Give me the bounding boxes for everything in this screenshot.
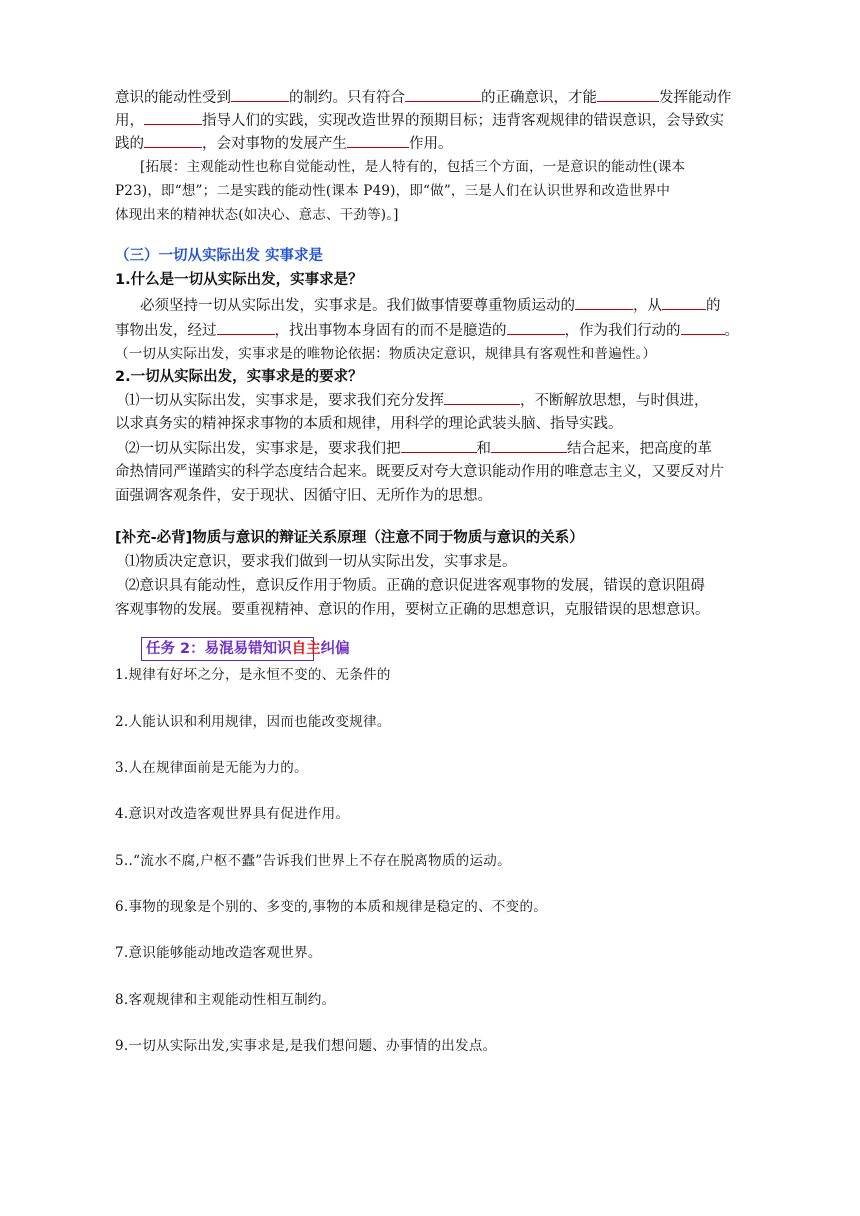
paragraph-line [125, 390, 757, 411]
list-item: 4.意识对改造客观世界具有促进作用。 [115, 806, 350, 822]
paragraph-line: ⑵意识具有能动性，意识反作用于物质。正确的意识促进客观事物的发展，错误的意识阻碍 [125, 578, 705, 594]
paragraph-line: 命热情同严谨踏实的科学态度结合起来。既要反对夸大意识能动作用的唯意志主义，又要反对片 [115, 464, 724, 480]
text: 践的 [115, 136, 144, 152]
list-item: 7.意识能够能动地改造客观世界。 [115, 945, 322, 961]
fill-blank[interactable] [575, 295, 633, 310]
paragraph-line: 客观事物的发展。要重视精神、意识的作用，要树立正确的思想意识，克服错误的思想意识。 [115, 602, 710, 618]
question-heading: 1.什么是一切从实际出发，实事求是？ [115, 272, 363, 288]
paragraph-line [140, 295, 772, 316]
text: 的正确意识，才能 [481, 90, 597, 106]
fill-blank[interactable] [144, 133, 202, 148]
paragraph-line: 面强调客观条件，安于现状、因循守旧、无所作为的思想。 [115, 488, 492, 504]
extension-note-line: 体现出来的精神状态(如决心、意志、干劲等)。] [115, 207, 399, 223]
fill-blank[interactable] [405, 87, 481, 102]
task-title-text: 任务 2：易混易错知识 [146, 641, 292, 657]
list-item: 5..“流水不腐,户枢不蠹”告诉我们世界上不存在脱离物质的运动。 [115, 853, 511, 869]
list-item: 9.一切从实际出发,实事求是,是我们想问题、办事情的出发点。 [115, 1038, 497, 1054]
text: ⑵一切从实际出发，实事求是，要求我们把 [125, 441, 401, 457]
paragraph-line [125, 438, 757, 459]
section-title: （三）一切从实际出发 实事求是 [115, 248, 324, 264]
fill-blank[interactable] [231, 87, 289, 102]
list-item: 1.规律有好坏之分，是永恒不变的、无条件的 [115, 667, 391, 683]
task-title [146, 639, 350, 659]
supplement-title: [补充-必背]物质与意识的辩证关系原理（注意不同于物质与意识的关系） [115, 530, 584, 546]
fill-blank[interactable] [597, 87, 659, 102]
paragraph-line: 以求真务实的精神探求事物的本质和规律，用科学的理论武装头脑、指导实践。 [115, 416, 623, 432]
extension-note-line: P23)，即“想”；二是实践的能动性(课本 P49)，即“做”，三是人们在认识世界和改造世界中 [115, 183, 671, 199]
fill-blank[interactable] [217, 320, 275, 335]
fill-blank[interactable] [347, 133, 409, 148]
text: 结合起来，把高度的革 [567, 441, 712, 457]
text: ，作为我们行动的 [564, 323, 681, 339]
text: 发挥能动作 [659, 90, 732, 106]
text: 作用。 [409, 136, 453, 152]
text: 。 [724, 323, 739, 339]
text: ，不断解放思想，与时俱进， [520, 393, 709, 409]
text: 事物出发，经过 [115, 323, 217, 339]
fill-blank[interactable] [401, 438, 477, 453]
text: ，从 [633, 298, 662, 314]
text: ，找出事物本身固有的而不是臆造的 [274, 323, 507, 339]
list-item: 3.人在规律面前是无能为力的。 [115, 760, 308, 776]
question-heading: 2.一切从实际出发，实事求是的要求？ [115, 369, 363, 385]
text: ⑴一切从实际出发，实事求是，要求我们充分发挥 [125, 393, 444, 409]
fill-blank[interactable] [144, 110, 202, 125]
fill-blank[interactable] [507, 320, 565, 335]
paragraph-line [115, 320, 747, 341]
extension-note-line: [拓展：主观能动性也称自觉能动性，是人特有的，包括三个方面，一是意识的能动性(课本 [140, 159, 686, 175]
text: 和 [476, 441, 491, 457]
basis-note: （一切从实际出发，实事求是的唯物论依据：物质决定意识，规律具有客观性和普遍性。） [115, 346, 657, 362]
task-title-highlight: 自主 [291, 641, 321, 657]
text: 指导人们的实践，实现改造世界的预期目标；违背客观规律的错误意识，会导致实 [202, 113, 724, 129]
paragraph-line [115, 133, 747, 154]
fill-blank[interactable] [662, 295, 706, 310]
fill-blank[interactable] [444, 390, 520, 405]
text: 意识的能动性受到 [115, 90, 231, 106]
fill-blank[interactable] [491, 438, 567, 453]
text: ，会对事物的发展产生 [202, 136, 347, 152]
text: 用， [115, 113, 144, 129]
paragraph-line [115, 110, 747, 131]
paragraph-line: ⑴物质决定意识，要求我们做到一切从实际出发，实事求是。 [125, 554, 517, 570]
list-item: 2.人能认识和利用规律，因而也能改变规律。 [115, 714, 391, 730]
paragraph-line [115, 87, 747, 108]
text: 必须坚持一切从实际出发，实事求是。我们做事情要尊重物质运动的 [140, 298, 575, 314]
task-title-text: 纠偏 [320, 641, 350, 657]
list-item: 6.事物的现象是个别的、多变的,事物的本质和规律是稳定的、不变的。 [115, 899, 548, 915]
fill-blank[interactable] [681, 320, 725, 335]
text: 的 [706, 298, 721, 314]
list-item: 8.客观规律和主观能动性相互制约。 [115, 992, 336, 1008]
text: 的制约。只有符合 [289, 90, 405, 106]
